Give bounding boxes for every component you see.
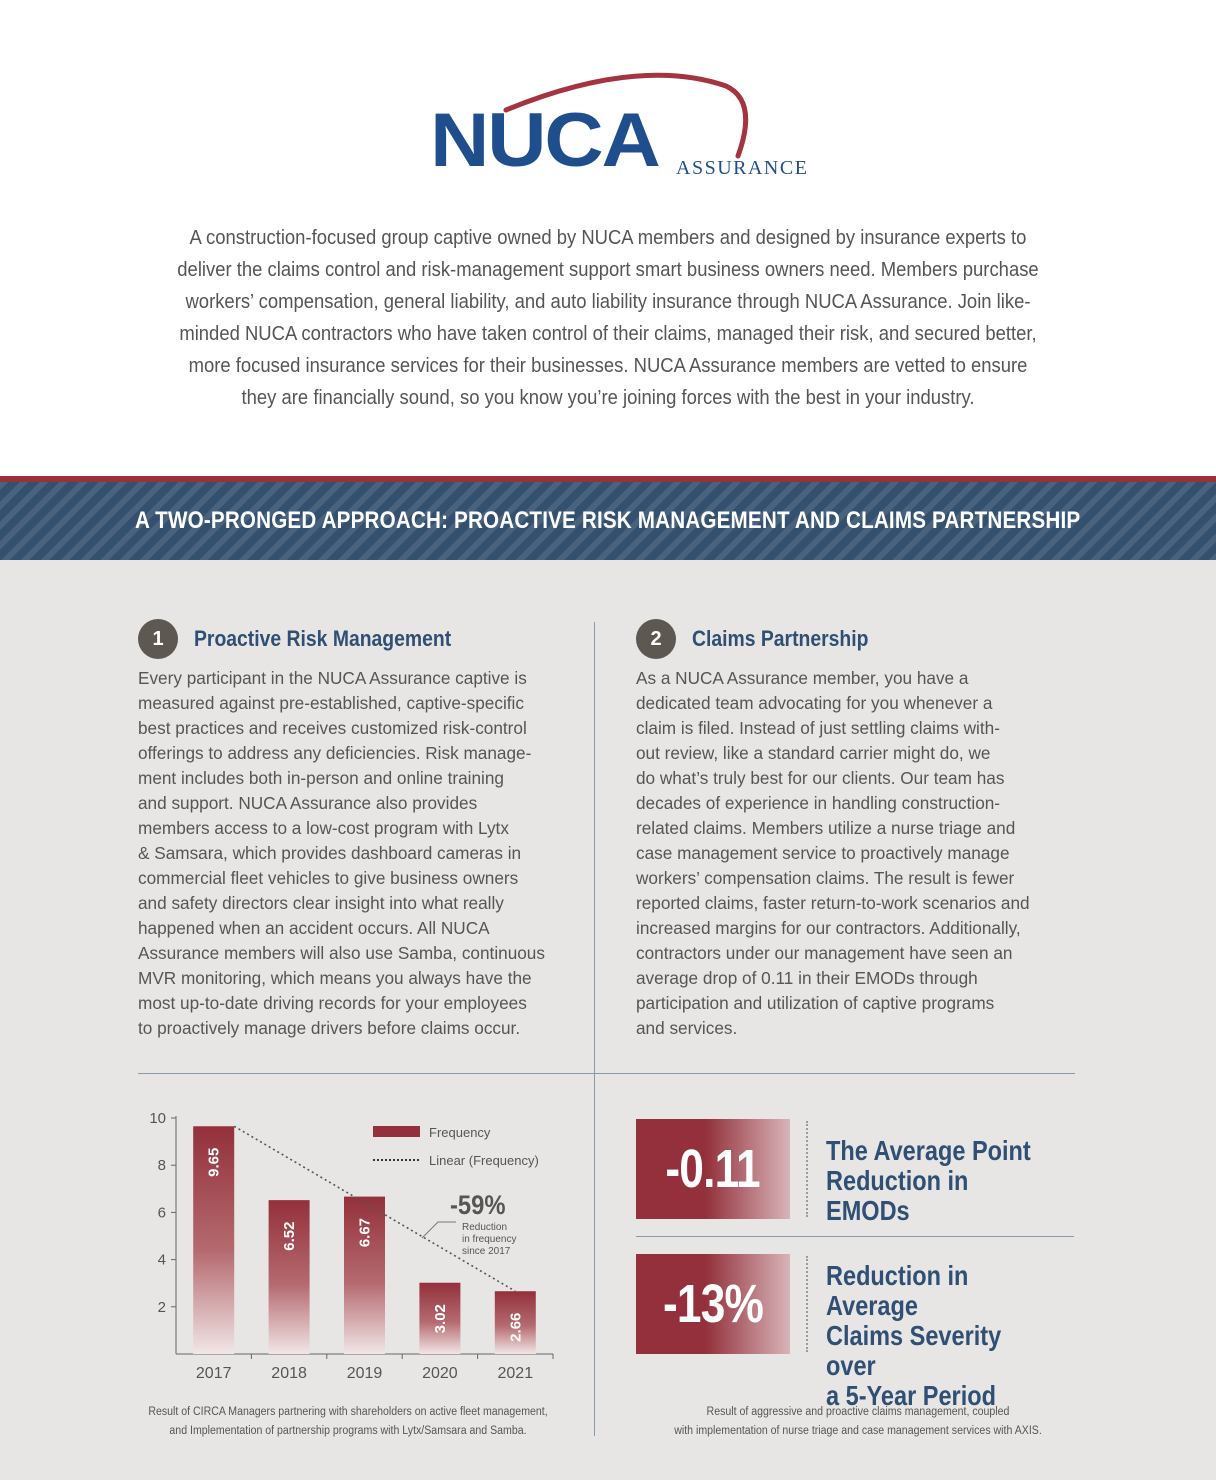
section-claims-partnership xyxy=(636,620,1076,1041)
stat-divider xyxy=(636,1236,1074,1237)
section-title: Proactive Risk Management xyxy=(194,626,452,651)
annotation-text: since 2017 xyxy=(462,1246,511,1257)
y-tick-label: 4 xyxy=(157,1251,166,1269)
y-tick-label: 8 xyxy=(157,1157,166,1175)
stat-value: -0.11 xyxy=(665,1139,761,1199)
x-tick-label: 2019 xyxy=(346,1365,383,1382)
section-risk-management xyxy=(138,620,578,1041)
annotation-text: Reduction xyxy=(462,1222,508,1233)
legend-label: Linear (Frequency) xyxy=(429,1153,539,1168)
y-tick-label: 6 xyxy=(157,1204,166,1222)
section-number-badge: 2 xyxy=(636,619,676,659)
logo-brand-text: NUCA xyxy=(430,96,659,183)
section-body: As a NUCA Assurance member, you have a dedicated team advocating for you whenever a claim is filed. Instead of just settling claims with- out review, like a standard carrier might do, we do what’s truly best for our clients. Our team has decades of experience in handling construction- related claims. Members utilize a nurse triage and case management service to proactively manage workers’ compensation claims. The result is fewer reported claims, faster return-to-work scenarios and increased margins for our contractors. Additionally, contractors under our management have seen an average drop of 0.11 in their EMODs through participation and utilization of captive programs and services. xyxy=(636,668,1030,1038)
bar-value-label: 9.65 xyxy=(205,1147,223,1177)
annotation-pointer xyxy=(422,1222,456,1238)
row-divider xyxy=(138,1073,1075,1074)
stat-label: Reduction in Average Claims Severity over a 5-Year Period xyxy=(826,1260,1002,1411)
column-divider xyxy=(594,622,595,1436)
x-tick-label: 2018 xyxy=(271,1365,307,1382)
stat-value-box xyxy=(636,1254,790,1354)
section-banner xyxy=(0,482,1216,560)
stat-value-box xyxy=(636,1119,790,1219)
bar-value-label: 2.66 xyxy=(507,1312,525,1342)
frequency-bar-chart xyxy=(138,1100,578,1390)
banner-title: A TWO-PRONGED APPROACH: PROACTIVE RISK MANAGEMENT AND CLAIMS PARTNERSHIP xyxy=(135,507,1081,534)
bar-value-label: 6.52 xyxy=(281,1221,299,1251)
x-tick-label: 2021 xyxy=(497,1365,534,1382)
chart-caption: Result of CIRCA Managers partnering with shareholders on active fleet management, and Implementation of partnership programs with Lytx/Samsara and Samba. xyxy=(148,1406,548,1437)
stat-dotted-divider xyxy=(806,1256,808,1352)
stat-emod-reduction xyxy=(636,1119,1076,1226)
annotation-text: in frequency xyxy=(462,1234,517,1245)
section-body: Every participant in the NUCA Assurance captive is measured against pre-established, captive-specific best practices and receives customized risk-control offerings to address any deficiencies. Risk manage- ment includes both in-person and online training and support. NUCA Assurance also provides members access to a low-cost program with Lytx & Samsara, which provides dashboard cameras in commercial fleet vehicles to give business owners and safety directors clear insight into what really happened when an accident occurs. All NUCA Assurance members will also use Samba, continuous MVR monitoring, which means you always have the most up-to-date driving records for your employees to proactively manage drivers before claims occur. xyxy=(138,668,545,1038)
bar-value-label: 3.02 xyxy=(431,1304,449,1334)
y-tick-label: 10 xyxy=(149,1110,166,1127)
stat-dotted-divider xyxy=(806,1121,808,1217)
stats-caption: Result of aggressive and proactive claims management, coupled with implementation of nurse triage and case management services with AXIS. xyxy=(674,1406,1042,1437)
stat-label: The Average Point Reduction in EMODs xyxy=(826,1135,1031,1226)
stat-value: -13% xyxy=(662,1274,764,1334)
section-title: Claims Partnership xyxy=(692,626,869,651)
annotation-value: -59% xyxy=(450,1190,506,1221)
y-tick-label: 2 xyxy=(157,1298,166,1316)
chart-legend xyxy=(373,1125,539,1168)
bar-value-label: 6.67 xyxy=(356,1217,374,1248)
section-number-badge: 1 xyxy=(138,619,178,659)
stat-claims-severity xyxy=(636,1254,1076,1411)
x-tick-label: 2020 xyxy=(422,1365,458,1382)
chart-annotation xyxy=(422,1191,516,1257)
legend-label: Frequency xyxy=(429,1125,491,1140)
legend-swatch-frequency xyxy=(373,1126,420,1137)
nuca-assurance-logo xyxy=(428,66,828,186)
intro-paragraph: A construction-focused group captive owned by NUCA members and designed by insurance experts to deliver the claims control and risk-management support smart business owners need. Members purchase workers’ compensation, general liability, and auto liability insurance through NUCA Assurance. Join like-minded NUCA contractors who have taken control of their claims, managed their risk, and secured better, more focused insurance services for their businesses. NUCA Assurance members are vetted to ensure they are financially sound, so you know you’re joining forces with the best in your industry. xyxy=(177,226,1039,409)
logo-sub-text: ASSURANCE xyxy=(676,157,809,179)
x-tick-label: 2017 xyxy=(195,1365,232,1382)
